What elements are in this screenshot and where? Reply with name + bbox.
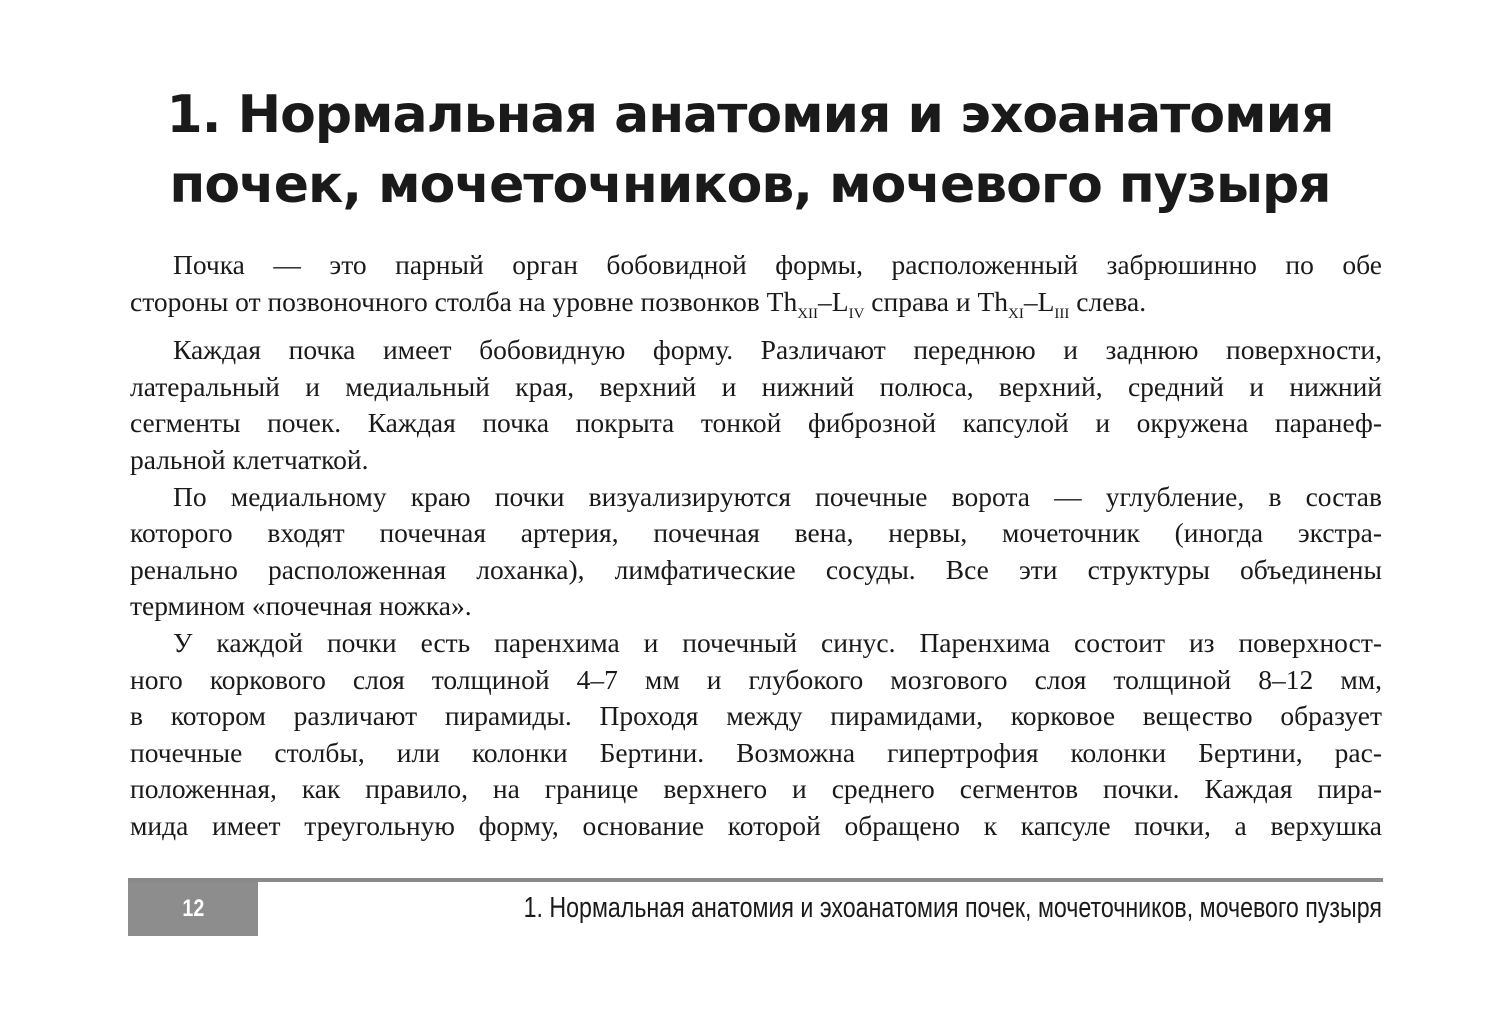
- body-text: [130, 247, 1382, 845]
- paragraph-line: У каждой почки есть паренхима и почечный синус. Паренхима состоит из поверхност-: [173, 626, 1382, 658]
- paragraph: [130, 332, 1382, 478]
- paragraph-line: почечные столбы, или колонки Бертини. Возможна гипертрофия колонки Бертини, рас-: [130, 736, 1382, 768]
- text-run: слева.: [1069, 285, 1147, 317]
- text-run: стороны от позвоночного столба на уровне позвонков Th: [130, 285, 798, 317]
- paragraph-line: Почка — это парный орган бобовидной формы, расположенный забрюшинно по обе: [173, 249, 1382, 280]
- paragraph: [130, 625, 1382, 845]
- vertebra-subscript: III: [1054, 305, 1070, 322]
- text-run: справа и Th: [864, 285, 1009, 317]
- paragraph-line: ральной клетчаткой.: [130, 443, 369, 475]
- paragraph: [130, 247, 1382, 332]
- vertebra-subscript: XII: [797, 305, 819, 322]
- page-number: 12: [182, 895, 204, 922]
- paragraph-line: латеральный и медиальный края, верхний и нижний полюса, верхний, средний и нижний: [130, 370, 1382, 402]
- running-footer-title: 1. Нормальная анатомия и эхоанатомия почек, мочеточников, мочевого пузыря: [523, 892, 1382, 924]
- paragraph-line: положенная, как правило, на границе верхнего и среднего сегментов почки. Каждая пира-: [130, 773, 1382, 805]
- paragraph-line: ренально расположенная лоханка), лимфатические сосуды. Все эти структуры объединены: [130, 553, 1382, 585]
- paragraph-line: в котором различают пирамиды. Проходя между пирамидами, корковое вещество образует: [130, 700, 1382, 732]
- text-run: –L: [1023, 285, 1055, 317]
- paragraph-line: термином «почечная ножка».: [130, 590, 472, 622]
- footer-rule: [128, 878, 1383, 882]
- vertebra-subscript: XI: [1008, 305, 1024, 322]
- vertebra-subscript: IV: [848, 305, 865, 322]
- paragraph-line: По медиальному краю почки визуализируются почечные ворота — углубление, в состав: [173, 480, 1382, 512]
- paragraph-line: мида имеет треугольную форму, основание которой обращено к капсуле почки, а верхушка: [130, 809, 1382, 841]
- page-title-line-2: почек, мочеточников, мочевого пузыря: [169, 155, 1331, 215]
- paragraph-line: сегменты почек. Каждая почка покрыта тонкой фиброзной капсулой и окружена паранеф-: [130, 407, 1382, 439]
- page-title: [0, 80, 1500, 220]
- page-number-tab: [128, 882, 258, 936]
- paragraph: [130, 479, 1382, 625]
- paragraph-line: которого входят почечная артерия, почечная вена, нервы, мочеточник (иногда экстра-: [130, 517, 1382, 549]
- text-run: –L: [818, 285, 849, 317]
- paragraph-line: [130, 284, 1382, 333]
- paragraph-line: ного коркового слоя толщиной 4–7 мм и глубокого мозгового слоя толщиной 8–12 мм,: [130, 663, 1382, 695]
- paragraph-line: Каждая почка имеет бобовидную форму. Различают переднюю и заднюю поверхности,: [173, 334, 1382, 366]
- page-title-line-1: 1. Нормальная анатомия и эхоанатомия: [166, 85, 1334, 145]
